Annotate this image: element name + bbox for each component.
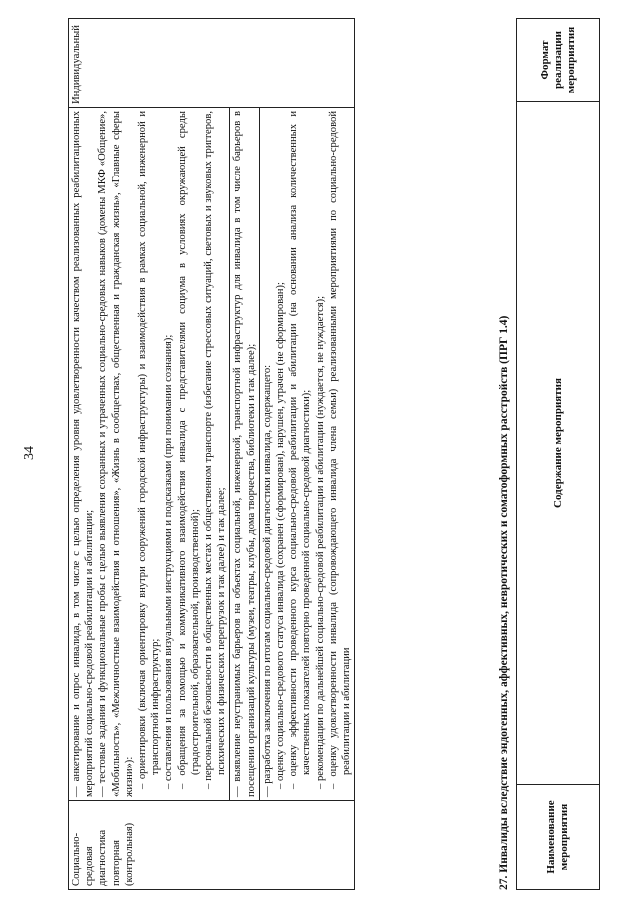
- content-item: — выявление неустранимых барьеров на объектах социальной, инженерной, транспортной инфраструктур для инвалида в том числе барьеров в посещении организаций культуры (музеи, театры, клубы, дома творчества, библиотеки и так далее);: [232, 111, 257, 797]
- activity-name-cell: Социально-средовая диагностика повторная (контрольная): [69, 801, 355, 890]
- content-item: — разработка заключения по итогам социально-средовой диагностики инвалида, содержащего:: [261, 364, 273, 797]
- content-subitem: – персональной безопасности в общественных местах и общественном транспорте (избегание стрессовых ситуаций, световых и звуковых триггеров, психических и физических перегрузок и так далее) и так далее;: [203, 111, 228, 789]
- content-subitem: – рекомендации по дальнейшей социально-средовой реабилитации и абилитации (нуждается, не нуждается);: [314, 295, 326, 789]
- activity-content-cell: [69, 108, 355, 801]
- content-block: [229, 108, 257, 800]
- section-title: 27. Инвалиды вследствие эндогенных, аффективных, невротических и соматоформных расстройств (ПРГ 1.4): [498, 315, 510, 890]
- section-header-table: [516, 18, 600, 890]
- header-name: Наименование мероприятия: [517, 785, 600, 890]
- content-subitem: – составления и пользования визуальными инструкциями и подсказками (при понимании сознания);: [163, 334, 175, 789]
- page-number: 34: [22, 446, 37, 460]
- content-subitem: – оценку эффективности проведенного курса социально-средовой реабилитации и абилитации (на основании анализа количественных и качественных показателей повторно проведенной социально-средовой диагностики);: [288, 111, 313, 789]
- content-subitem: – ориентировки (включая ориентировку внутри сооружений городской инфраструктуры) и взаимодействия в рамках социальной, инженерной и транспортной инфраструктур;: [137, 111, 162, 789]
- content-subitem: – обращения за помощью и коммуникативного взаимодействия инвалида с представителями социума в условиях окружающей среды (градостроительной, образовательной, производственной);: [176, 111, 201, 789]
- content-item: — тестовые задания и функциональные пробы с целью выявления сохранных и утраченных социально-средовых навыков (домены МКФ «Общение», «Мобильность», «Межличностные взаимодействия и отношения», «Жизнь в сообществах, общественная и гражданская жизнь», «Главные сферы жизни»):: [97, 111, 135, 797]
- content-subitem: – оценку социально-средового статуса инвалида (сохранен (сформирован), нарушен, утрачен (не сформирован);: [275, 282, 287, 789]
- header-format: Формат реализации мероприятия: [517, 19, 600, 102]
- format-cell: Индивидуальный: [69, 19, 355, 108]
- header-row: [517, 19, 600, 890]
- content-item: — анкетирование и опрос инвалида, в том числе с целью определения уровня удовлетворенности качеством реализованных реабилитационных мероприятий социально-средовой реабилитации и абилитации;: [71, 111, 96, 797]
- table-row: [69, 19, 355, 890]
- content-subitem: – оценку удовлетворенности инвалида (сопровождающего инвалида члена семьи) реализованными мероприятиями по социально-средовой реабилитации и абилитации: [327, 111, 353, 789]
- content-block: [259, 108, 353, 800]
- activity-table: [68, 18, 355, 890]
- header-content: Содержание мероприятия: [517, 102, 600, 785]
